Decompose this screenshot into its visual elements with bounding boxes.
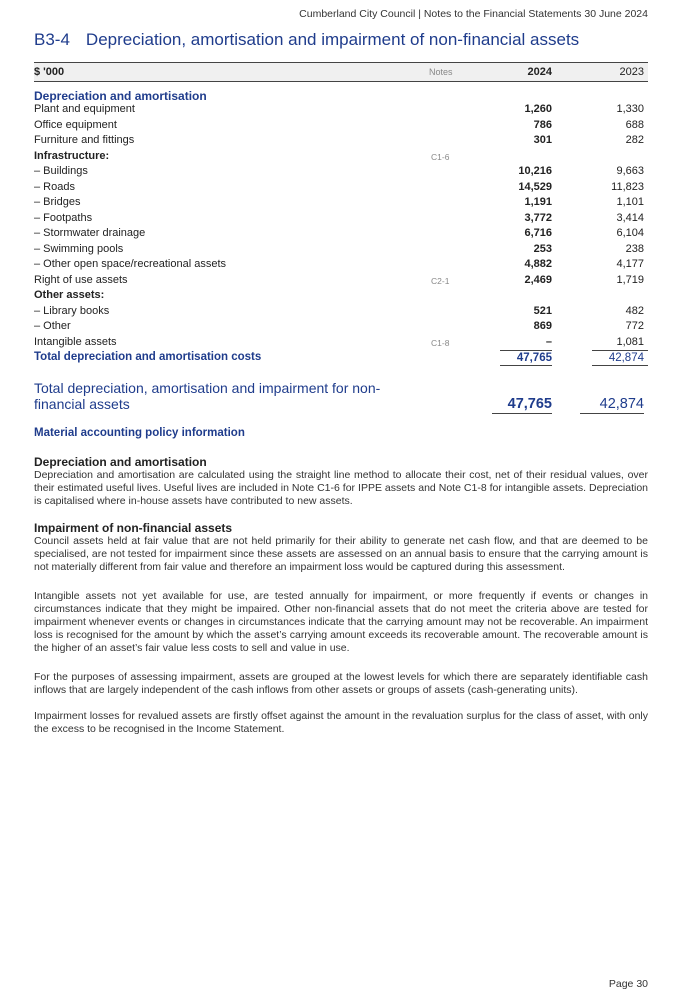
row-value-2024: 6,716 [524, 227, 552, 239]
row-label: – Stormwater drainage [34, 227, 146, 239]
impairment-paragraph-2: Intangible assets not yet available for use, are tested annually for impairment, or more frequently if events or changes in circumstances indicate that they might be impaired. Other non-financial assets that do not meet the criteria above are tested for impairment whenever events or changes in circumstances indicate that the carrying amount may not be recoverable. An impairment loss is recognised for the amount by which the asset’s carrying amount exceeds its recoverable amount. The recoverable amount is the higher of an asset’s fair value less costs to sell and value in use. [34, 590, 648, 654]
total-row [34, 350, 648, 367]
table-row [34, 195, 648, 211]
row-label: Furniture and fittings [34, 134, 135, 146]
row-label: – Other [34, 320, 71, 332]
column-notes-header: Notes [429, 67, 453, 77]
table-row [34, 149, 648, 165]
table-row [34, 102, 648, 118]
total-2023: 42,874 [592, 350, 648, 366]
row-label: Intangible assets [34, 335, 117, 348]
total-label: Total depreciation and amortisation costs [34, 351, 262, 363]
depreciation-table [34, 62, 648, 367]
column-2023-header: 2023 [619, 66, 644, 78]
table-header [34, 62, 648, 82]
row-label: – Swimming pools [34, 242, 124, 255]
row-label: Right of use assets [34, 273, 128, 286]
impairment-paragraph-3: For the purposes of assessing impairment, assets are grouped at the lowest levels for which there are separately identifiable cash inflows that are largely independent of the cash inflows from other assets or groups of assets (cash-generating units). [34, 671, 648, 696]
row-value-2024: – [545, 335, 552, 348]
row-label: Other assets: [34, 289, 105, 301]
row-note: C1-8 [431, 337, 450, 348]
row-value-2023: 282 [625, 134, 644, 146]
row-value-2023: 1,330 [616, 103, 644, 115]
row-value-2024: 869 [533, 320, 552, 332]
table-body [34, 102, 648, 350]
table-row [34, 226, 648, 242]
table-row [34, 118, 648, 134]
policy-heading: Material accounting policy information [34, 427, 245, 439]
row-label: – Buildings [34, 165, 88, 177]
row-value-2023: 482 [625, 304, 644, 317]
table-row [34, 304, 648, 320]
page-number: Page 30 [608, 978, 648, 990]
row-value-2023: 1,081 [616, 335, 644, 348]
group-heading [34, 82, 648, 102]
table-row [34, 257, 648, 273]
running-header: Cumberland City Council | Notes to the Financial Statements 30 June 2024 [299, 8, 648, 20]
table-row [34, 335, 648, 351]
grand-total-2024: 47,765 [492, 396, 552, 414]
row-value-2023: 11,823 [611, 180, 644, 193]
row-value-2023: 4,177 [616, 258, 644, 270]
group-heading-text: Depreciation and amortisation [34, 89, 207, 103]
depreciation-policy [34, 455, 648, 508]
row-value-2023: 1,101 [616, 196, 644, 208]
row-value-2024: 253 [533, 242, 552, 255]
total-2024: 47,765 [500, 350, 552, 366]
impairment-paragraph-3-block [34, 671, 648, 697]
row-label: – Roads [34, 180, 75, 193]
grand-total-label: Total depreciation, amortisation and impairment for non-financial assets [34, 380, 381, 412]
table-row [34, 164, 648, 180]
section-number: B3-4 [34, 30, 70, 49]
column-label-header: $ '000 [34, 66, 65, 78]
row-value-2024: 3,772 [524, 211, 552, 224]
row-label: Infrastructure: [34, 149, 110, 162]
table-row [34, 288, 648, 304]
row-label: Office equipment [34, 118, 117, 131]
table-row [34, 319, 648, 335]
depreciation-policy-heading: Depreciation and amortisation [34, 455, 207, 469]
row-value-2024: 786 [533, 118, 552, 131]
row-value-2024: 1,191 [524, 196, 552, 208]
depreciation-policy-text: Depreciation and amortisation are calculated using the straight line method to allocate their cost, net of their residual values, over their estimated useful lives. Useful lives are included in Note C1-6 for IPPE assets and Note C1-8 for intangible assets. Depreciation is capitalised where in-house assets have contributed to new assets. [34, 469, 648, 507]
row-value-2023: 1,719 [616, 273, 644, 286]
table-row [34, 273, 648, 289]
row-label: – Other open space/recreational assets [34, 258, 227, 270]
row-label: Plant and equipment [34, 103, 135, 115]
impairment-paragraph-1: Council assets held at fair value that are not held primarily for their ability to generate net cash flow, and that are deemed to be specialised, are not tested for impairment since these assets are assessed on an annual basis to ensure that the carrying amount is not materially different from fair value and therefore an impairment loss would be captured during this assessment. [34, 535, 648, 573]
grand-total [34, 380, 648, 416]
impairment-paragraph-4-block [34, 710, 648, 736]
row-value-2024: 10,216 [518, 165, 552, 177]
row-label: – Bridges [34, 196, 81, 208]
row-value-2023: 688 [625, 118, 644, 131]
row-value-2024: 4,882 [524, 258, 552, 270]
row-value-2023: 772 [625, 320, 644, 332]
row-value-2024: 521 [533, 304, 552, 317]
row-value-2023: 9,663 [616, 165, 644, 177]
row-note: C1-6 [431, 151, 450, 162]
column-2024-header: 2024 [527, 66, 552, 78]
table-row [34, 133, 648, 149]
row-value-2024: 14,529 [518, 180, 552, 193]
impairment-policy-heading: Impairment of non-financial assets [34, 521, 233, 535]
section-title [34, 30, 648, 50]
row-value-2023: 3,414 [616, 211, 644, 224]
table-row [34, 211, 648, 227]
row-note: C2-1 [431, 275, 450, 286]
row-value-2023: 238 [625, 242, 644, 255]
row-value-2024: 301 [533, 134, 552, 146]
table-row [34, 180, 648, 196]
row-label: – Footpaths [34, 211, 93, 224]
row-value-2023: 6,104 [616, 227, 644, 239]
row-label: – Library books [34, 304, 110, 317]
section-heading: Depreciation, amortisation and impairment of non-financial assets [85, 30, 580, 49]
impairment-paragraph-2-block [34, 590, 648, 655]
row-value-2024: 1,260 [524, 103, 552, 115]
impairment-paragraph-4: Impairment losses for revalued assets are firstly offset against the amount in the revaluation surplus for the class of asset, with only the excess to be recognised in the Income Statement. [34, 710, 648, 735]
table-row [34, 242, 648, 258]
impairment-policy [34, 521, 648, 574]
grand-total-2023: 42,874 [580, 396, 644, 414]
row-value-2024: 2,469 [524, 273, 552, 286]
